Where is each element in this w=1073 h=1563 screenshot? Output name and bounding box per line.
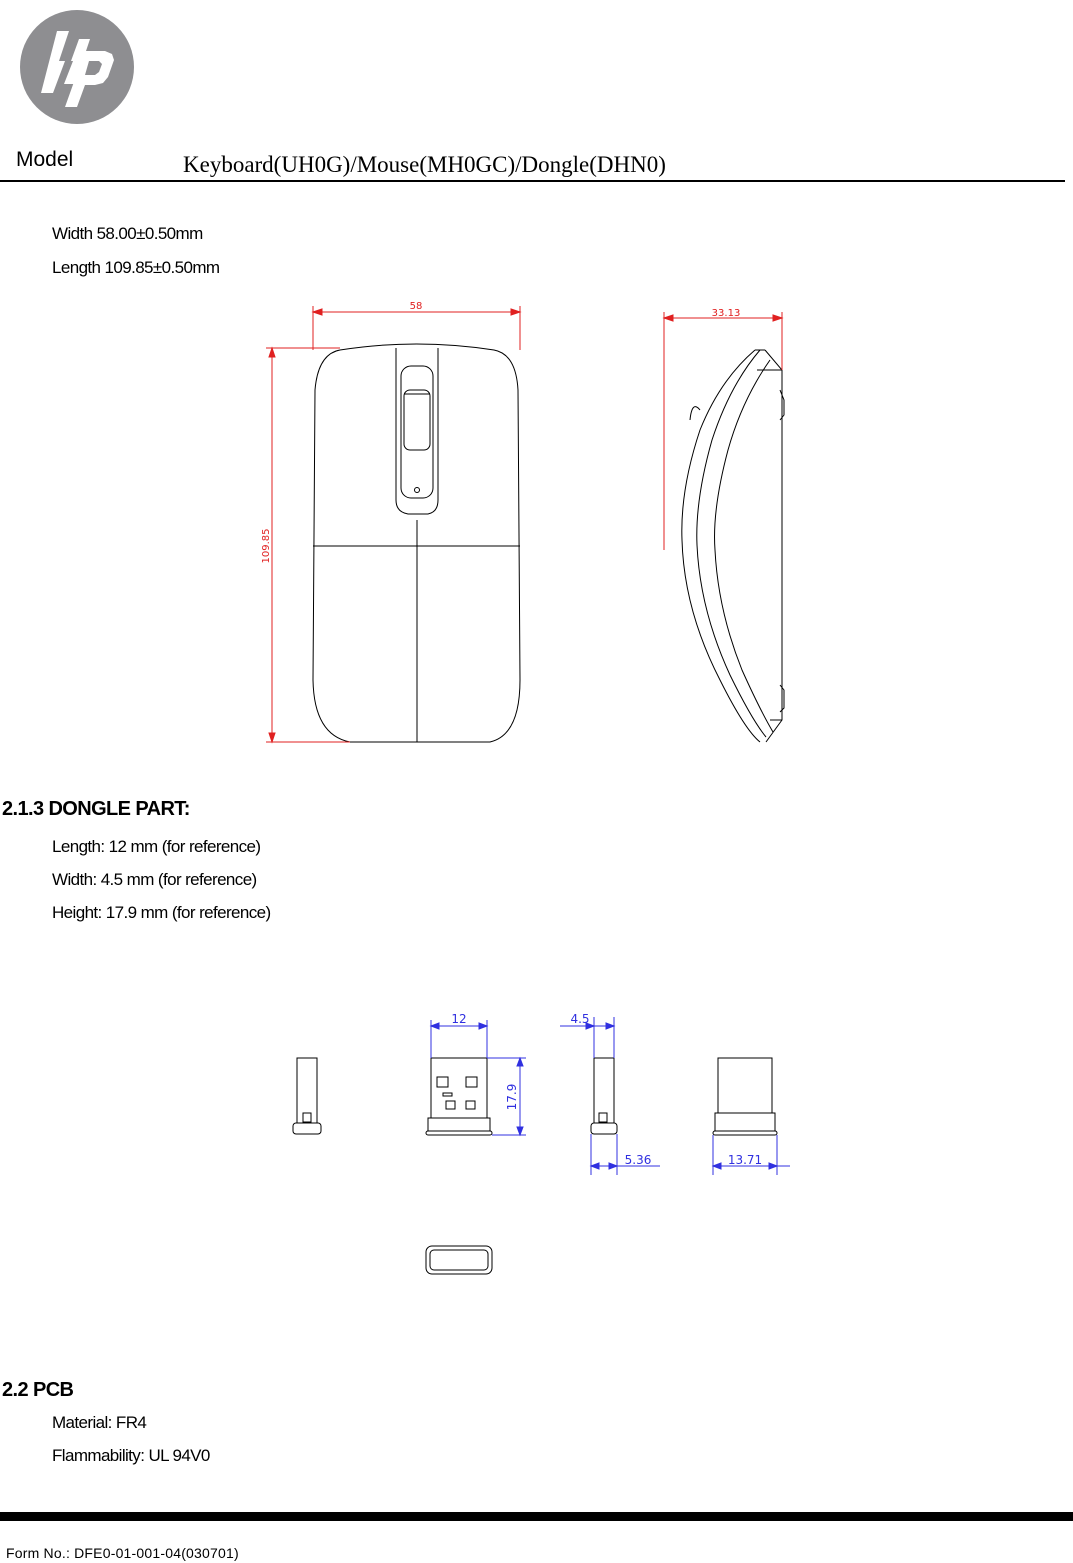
model-label: Model bbox=[16, 148, 74, 171]
mouse-width-spec: Width 58.00±0.50mm bbox=[52, 224, 203, 243]
dongle-height-spec: Height: 17.9 mm (for reference) bbox=[52, 903, 271, 922]
form-number: Form No.: DFE0-01-001-04(030701) bbox=[6, 1545, 239, 1561]
header-divider bbox=[0, 180, 1065, 182]
dim-17-9-label: 17.9 bbox=[505, 1083, 519, 1111]
dim-width-label: 58 bbox=[409, 301, 423, 312]
dim-height-label: 33.13 bbox=[711, 308, 741, 319]
pcb-material-spec: Material: FR4 bbox=[52, 1413, 147, 1432]
dim-5-36-label: 5.36 bbox=[624, 1153, 652, 1167]
dim-13-71-label: 13.71 bbox=[727, 1153, 763, 1167]
mouse-length-spec: Length 109.85±0.50mm bbox=[52, 258, 220, 277]
footer-divider bbox=[0, 1512, 1073, 1521]
dongle-drawing bbox=[0, 1005, 1073, 1285]
dim-12-label: 12 bbox=[451, 1012, 467, 1026]
pcb-flammability-spec: Flammability: UL 94V0 bbox=[52, 1446, 210, 1465]
pcb-heading: 2.2 PCB bbox=[2, 1379, 74, 1401]
dongle-length-spec: Length: 12 mm (for reference) bbox=[52, 837, 261, 856]
dim-length-label: 109.85 bbox=[261, 528, 272, 564]
dongle-width-spec: Width: 4.5 mm (for reference) bbox=[52, 870, 257, 889]
model-value: Keyboard(UH0G)/Mouse(MH0GC)/Dongle(DHN0) bbox=[183, 152, 666, 177]
mouse-drawing bbox=[0, 290, 1073, 760]
hp-logo bbox=[19, 9, 135, 125]
dongle-heading: 2.1.3 DONGLE PART: bbox=[2, 798, 190, 820]
dim-4-5-label: 4.5 bbox=[570, 1012, 590, 1026]
